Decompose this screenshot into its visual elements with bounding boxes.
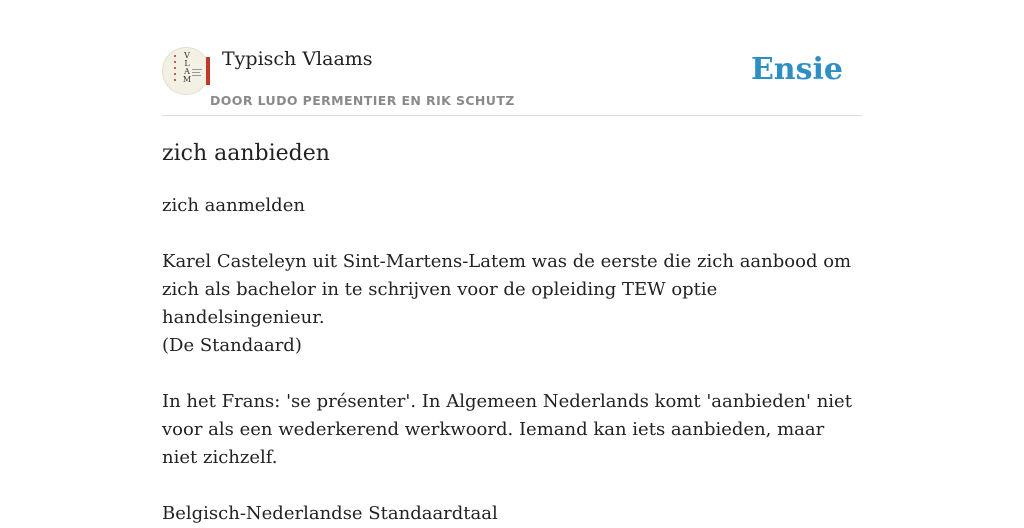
- book-cover-logo-icon[interactable]: [162, 47, 210, 95]
- book-cover-lines: [192, 69, 202, 77]
- book-cover-red-edge: [206, 57, 210, 85]
- entry-example: [162, 248, 862, 360]
- ensie-brand-link[interactable]: Ensie: [750, 52, 843, 87]
- book-title-link[interactable]: Typisch Vlaams: [222, 48, 373, 70]
- book-cover-letters: V L A M: [182, 51, 192, 84]
- example-source: (De Standaard): [162, 335, 302, 356]
- example-text: Karel Casteleyn uit Sint-Martens-Latem was de eerste die zich aanbood om zich als bachelor in te schrijven voor de opleiding TEW optie handelsingenieur.: [162, 251, 852, 328]
- entry-title: zich aanbieden: [162, 141, 330, 166]
- book-authors: DOOR LUDO PERMENTIER EN RIK SCHUTZ: [210, 93, 515, 108]
- entry-definition: zich aanmelden: [162, 195, 305, 216]
- entry-explanation: In het Frans: 'se présenter'. In Algemeen Nederlands komt 'aanbieden' niet voor als een wederkerend werkwoord. Iemand kan iets aanbieden, maar niet zichzelf.: [162, 391, 852, 468]
- entry-category[interactable]: Belgisch-Nederlandse Standaardtaal: [162, 503, 498, 524]
- entry-content: [162, 136, 862, 528]
- entry-header: [162, 44, 862, 116]
- book-cover-red-dots: [174, 55, 176, 81]
